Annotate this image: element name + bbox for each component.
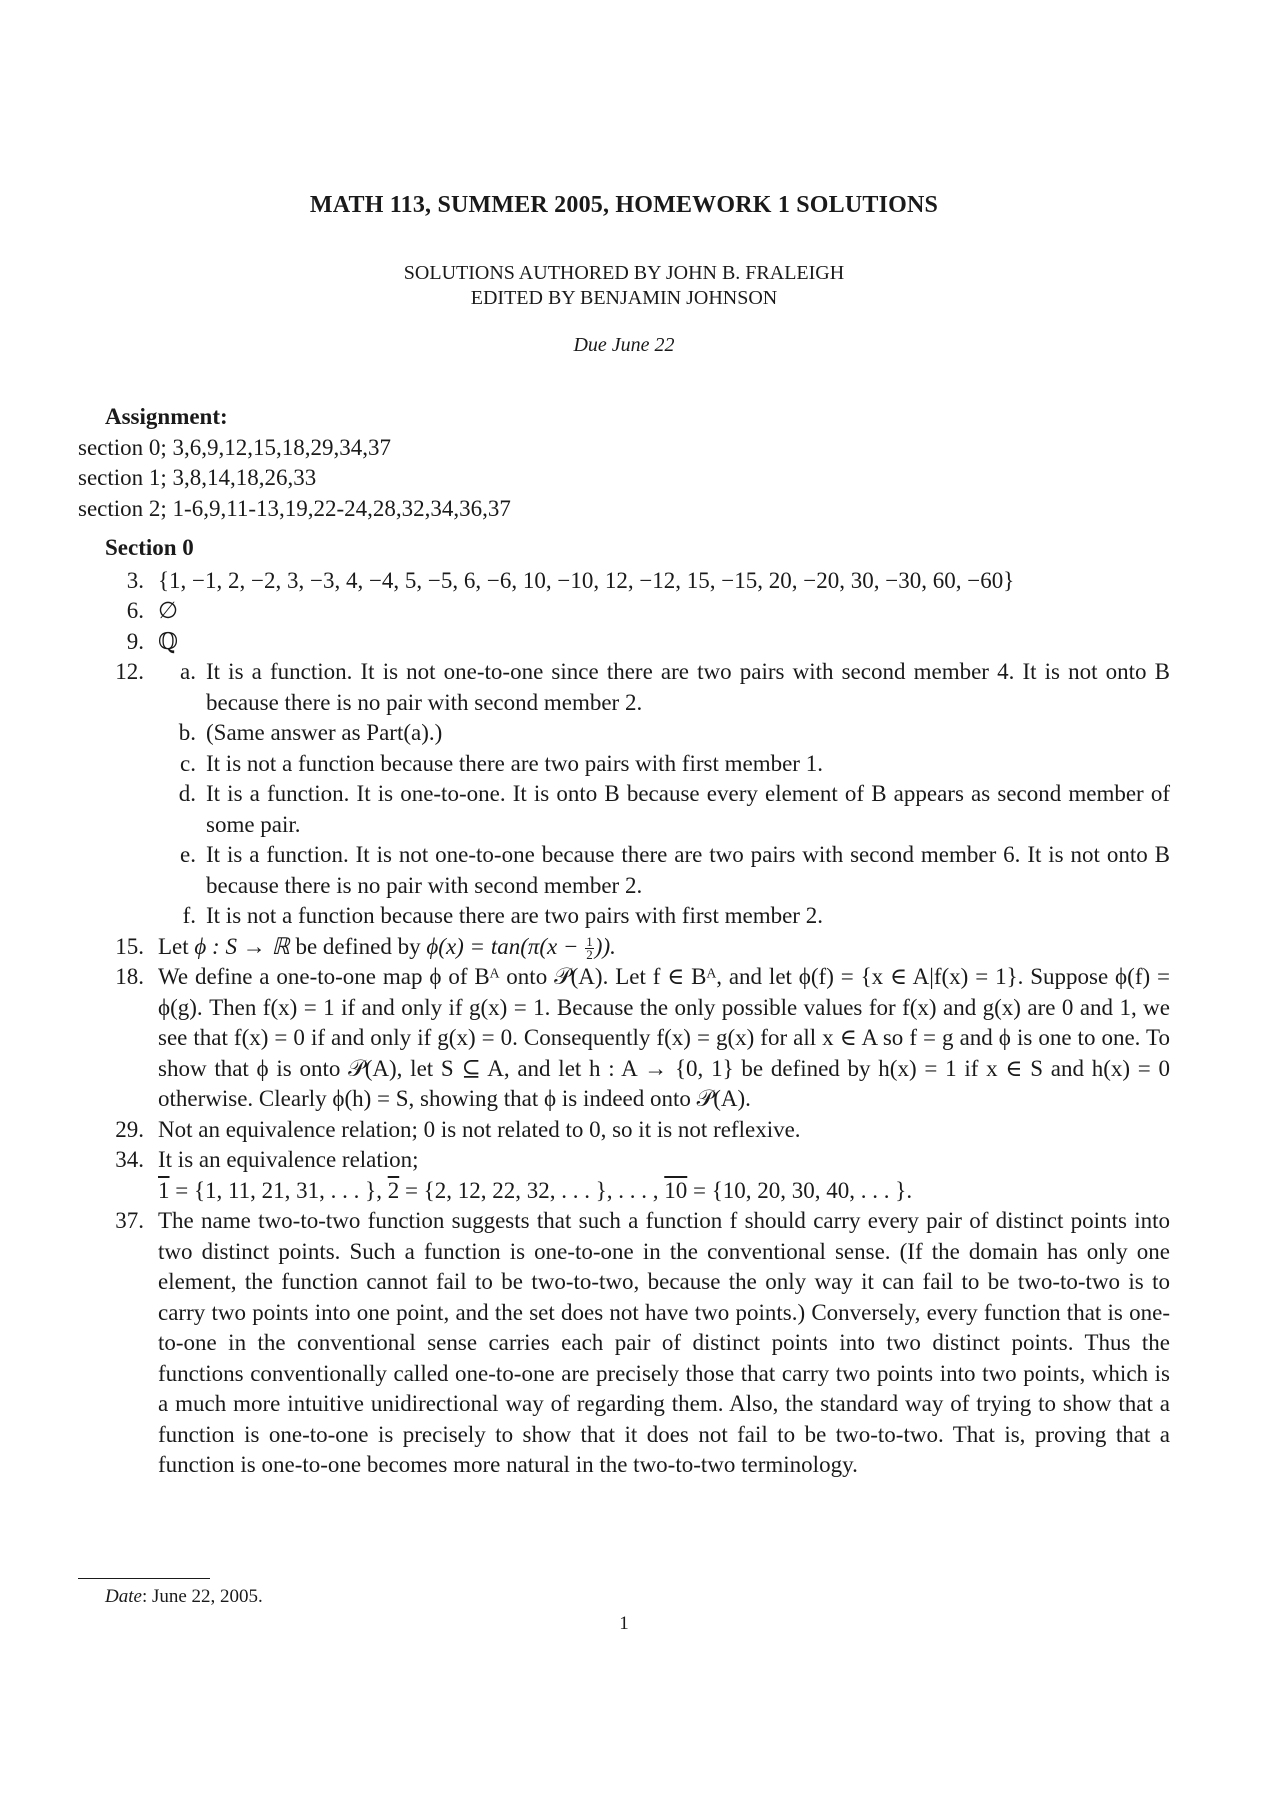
problem-number: 6. (126, 598, 144, 623)
problem-18 (78, 962, 1170, 1115)
part-c (158, 749, 1170, 780)
section-heading: Section 0 (105, 535, 194, 560)
problem-34 (78, 1145, 1170, 1206)
due-date: Due June 22 (573, 334, 675, 356)
edited-by: EDITED BY BENJAMIN JOHNSON (470, 287, 778, 309)
part-label: b. (178, 720, 196, 745)
problem-number: 15. (115, 933, 144, 959)
problem-3 (78, 566, 1170, 597)
paper-title: MATH 113, SUMMER 2005, HOMEWORK 1 SOLUTIONS (309, 192, 939, 218)
footnote (105, 1586, 263, 1608)
part-label: d. (178, 781, 196, 806)
text-defined-by: be defined by (289, 933, 427, 959)
problem-answer-line: It is an equivalence relation; (158, 1147, 419, 1172)
problem-number: 9. (126, 628, 144, 654)
part-e (158, 840, 1170, 901)
class-bar-10: 10 (664, 1177, 688, 1203)
footnote-label: Date (105, 1586, 142, 1607)
problem-answer: {1, −1, 2, −2, 3, −3, 4, −4, 5, −5, 6, −6, 10, −10, 12, −12, 15, −15, 20, −20, 30, −30, 60, −60} (158, 567, 1015, 593)
fraction-numerator: 1 (586, 933, 593, 949)
class-set-2: = {2, 12, 22, 32, . . . }, . . . , (399, 1177, 665, 1203)
problem-answer: The name two-to-two function suggests that such a function f should carry every pair of distinct points into two distinct points. Such a function is one-to-one in the conventional sense. (If the domain has only one element, the function cannot fail to be two-to-two, because the only way it can fail to be two-to-two is to carry two points into one point, and the set does not have two points.) Conversely, every function that is one-to-one in the conventional sense carries each pair of distinct points into two distinct points. Thus the functions conventionally called one-to-one are precisely those that carry two points into two points, which is a much more intuitive unidirectional way of regarding them. Also, the standard way of trying to show that a function is one-to-one is precisely to show that it does not fail to be two-to-two. That is, proving that a function is one-to-one becomes more natural in the two-to-two terminology. (158, 1208, 1170, 1477)
author-block (78, 261, 1170, 311)
class-set-1: = {1, 11, 21, 31, . . . }, (169, 1177, 388, 1203)
part-a (158, 657, 1170, 718)
part-label: e. (180, 842, 196, 867)
footnote-rule (78, 1578, 210, 1579)
part-label: a. (180, 659, 196, 684)
equivalence-classes (158, 1176, 1170, 1207)
paper-page (78, 0, 1170, 1811)
formula-close: )). (594, 933, 616, 959)
part-text: It is a function. It is not one-to-one because there are two pairs with second member 6. It is not onto B because there is no pair with second member 2. (206, 842, 1170, 898)
part-text: It is a function. It is not one-to-one since there are two pairs with second member 4. It is not onto B because there is no pair with second member 2. (206, 659, 1170, 715)
problem-number: 29. (115, 1116, 144, 1142)
page-number: 1 (619, 1613, 629, 1634)
fraction-one-half (585, 933, 594, 962)
problem-number: 37. (115, 1208, 144, 1233)
part-label: f. (182, 903, 196, 928)
part-d (158, 779, 1170, 840)
problem-answer: We define a one-to-one map ϕ of Bᴬ onto 𝒫(A). Let f ∈ Bᴬ, and let ϕ(f) = {x ∈ A|f(x) = 1}. Suppose ϕ(f) = ϕ(g). Then f(x) = 1 if and only if g(x) = 1. Because the only possible values for f(x) and g(x) are 0 and 1, we see that f(x) = 0 if and only if g(x) = 0. Consequently f(x) = g(x) for all x ∈ A so f = g and ϕ is one to one. To show that ϕ is onto 𝒫(A), let S ⊆ A, and let h : A → {0, 1} be defined by h(x) = 1 if x ∈ S and h(x) = 0 otherwise. Clearly ϕ(h) = S, showing that ϕ is indeed onto 𝒫(A). (158, 964, 1170, 1111)
problem-answer: Not an equivalence relation; 0 is not related to 0, so it is not reflexive. (158, 1116, 801, 1142)
problem-12 (78, 657, 1170, 932)
problem-number: 18. (115, 964, 144, 989)
problem-15 (78, 932, 1170, 963)
assignment-line: section 1; 3,8,14,18,26,33 (78, 465, 317, 490)
part-text: It is a function. It is one-to-one. It is onto B because every element of B appears as second member of some pair. (206, 781, 1170, 837)
problem-number: 34. (115, 1147, 144, 1172)
problem-9 (78, 627, 1170, 658)
part-label: c. (180, 750, 196, 776)
problem-37 (78, 1206, 1170, 1481)
class-bar-1: 1 (158, 1177, 170, 1203)
problem-29 (78, 1115, 1170, 1146)
map-signature: ϕ : S → ℝ (194, 933, 290, 959)
part-text: It is not a function because there are two pairs with first member 2. (206, 903, 823, 928)
problem-number: 3. (126, 567, 144, 593)
problem-list (78, 566, 1170, 1481)
assignment-line: section 0; 3,6,9,12,15,18,29,34,37 (78, 434, 392, 460)
assignment-heading: Assignment: (105, 404, 228, 429)
formula: ϕ(x) = tan(π(x − (426, 933, 585, 959)
footnote-date: : June 22, 2005. (141, 1586, 263, 1607)
authored-by: SOLUTIONS AUTHORED BY JOHN B. FRALEIGH (403, 262, 845, 284)
paper-body (78, 402, 1170, 1481)
empty-set-symbol: ∅ (158, 598, 179, 623)
class-set-10: = {10, 20, 30, 40, . . . }. (687, 1177, 913, 1203)
part-b (158, 718, 1170, 749)
problem-number: 12. (115, 659, 144, 684)
problem-6 (78, 596, 1170, 627)
problem-12-parts (158, 657, 1170, 932)
part-text: It is not a function because there are two pairs with first member 1. (206, 750, 823, 776)
part-text: (Same answer as Part(a).) (206, 720, 443, 745)
class-bar-2: 2 (387, 1177, 400, 1203)
part-f (158, 901, 1170, 932)
text-let: Let (158, 933, 195, 959)
fraction-denominator: 2 (586, 946, 593, 962)
rationals-symbol: ℚ (158, 628, 179, 654)
assignment-line: section 2; 1-6,9,11-13,19,22-24,28,32,34,36,37 (78, 495, 511, 521)
